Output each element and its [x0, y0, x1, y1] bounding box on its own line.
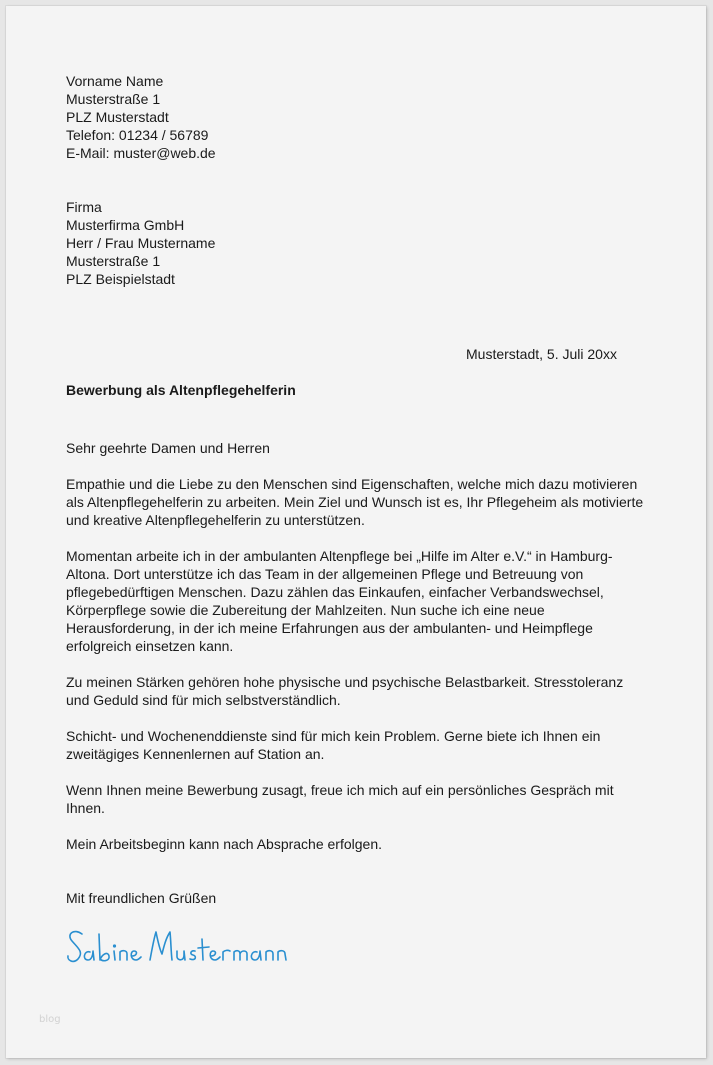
watermark-text: blog	[39, 1014, 61, 1025]
sender-email: E-Mail: muster@web.de	[66, 145, 216, 161]
letter-page	[6, 6, 706, 1058]
letter-salutation: Sehr geehrte Damen und Herren	[66, 440, 270, 456]
sender-street: Musterstraße 1	[66, 91, 161, 107]
body-paragraph-motivation: Empathie und die Liebe zu den Menschen sind Eigenschaften, welche mich dazu motivieren als Altenpflegehelferin zu arbeiten. Mein Ziel und Wunsch ist es, Ihr Pflegeheim als motivierte und kreative Altenpflegehelferin zu unterstützen.	[66, 476, 644, 528]
letter-subject: Bewerbung als Altenpflegehelferin	[66, 382, 296, 398]
recipient-address-block	[66, 198, 215, 288]
body-paragraph-start-date: Mein Arbeitsbeginn kann nach Absprache erfolgen.	[66, 836, 382, 852]
body-paragraph-strengths: Zu meinen Stärken gehören hohe physische und psychische Belastbarkeit. Stresstoleranz und Geduld sind für mich selbstverständlich.	[66, 674, 624, 708]
sender-name: Vorname Name	[66, 73, 164, 89]
handwritten-signature	[64, 924, 294, 974]
recipient-street: Musterstraße 1	[66, 253, 161, 269]
recipient-city: PLZ Beispielstadt	[66, 271, 175, 287]
recipient-contact: Herr / Frau Mustername	[66, 235, 216, 251]
recipient-company-name: Musterfirma GmbH	[66, 217, 185, 233]
body-paragraph-availability: Schicht- und Wochenenddienste sind für mich kein Problem. Gerne biete ich Ihnen ein zweitägiges Kennenlernen auf Station an.	[66, 728, 601, 762]
sender-city: PLZ Musterstadt	[66, 109, 169, 125]
recipient-company-label: Firma	[66, 199, 102, 215]
body-paragraph-interview: Wenn Ihnen meine Bewerbung zusagt, freue ich mich auf ein persönliches Gespräch mit Ihnen.	[66, 782, 614, 816]
sender-phone: Telefon: 01234 / 56789	[66, 127, 209, 143]
letter-date: Musterstadt, 5. Juli 20xx	[466, 346, 617, 362]
letter-closing: Mit freundlichen Grüßen	[66, 890, 217, 906]
sender-address-block	[66, 72, 216, 162]
body-paragraph-experience: Momentan arbeite ich in der ambulanten Altenpflege bei „Hilfe im Alter e.V.“ in Hamburg-Altona. Dort unterstütze ich das Team in der allgemeinen Pflege und Betreuung von pflegebedürftigen Menschen. Dazu zählen das Einkaufen, einfacher Verbandswechsel, Körperpflege sowie die Zubereitung der Mahlzeiten. Nun suche ich eine neue Herausforderung, in der ich meine Erfahrungen aus der ambulanten- und Heimpflege erfolgreich einsetzen kann.	[66, 548, 613, 654]
